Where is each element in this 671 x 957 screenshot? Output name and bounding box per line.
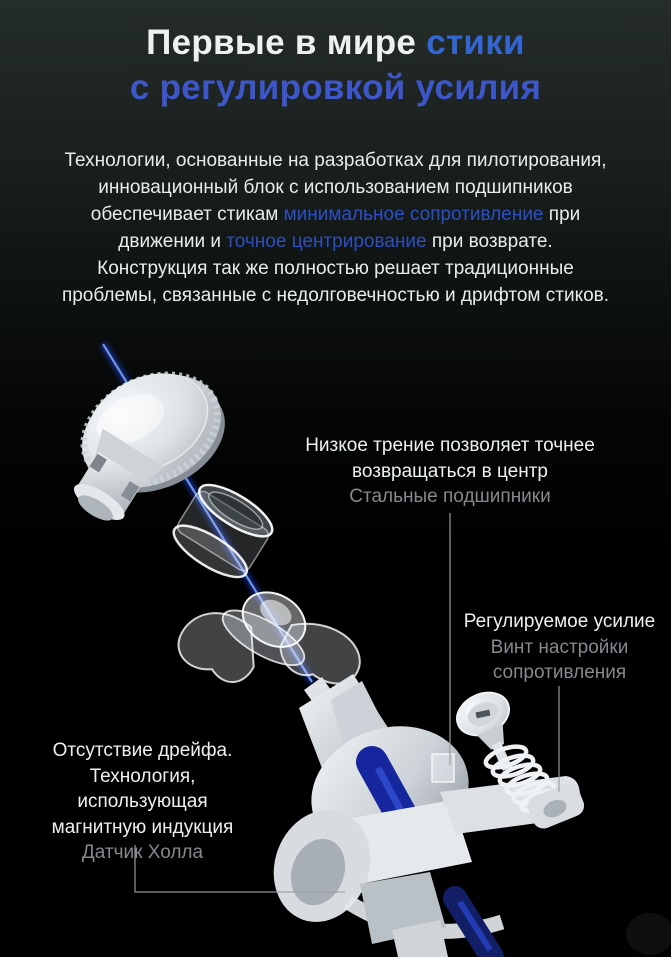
annotation-bearings-line2: возвращаться в центр [352, 460, 548, 482]
annotation-adjustable-sub2: сопротивления [492, 662, 627, 683]
intro-paragraph [0, 147, 671, 309]
title-line1 [0, 20, 671, 65]
title-line1-blue: стики [426, 23, 525, 62]
annotation-adjustable-sub1: Винт настройки [490, 636, 629, 658]
title-line1-white: Первые в мире [146, 23, 417, 62]
annotation-hall-line2: Технология, использующая [77, 765, 208, 812]
intro-line4-post: при возврате. [426, 231, 553, 252]
intro-line3-post: при [543, 204, 581, 225]
bearing-ring [167, 476, 280, 587]
annotation-adjustable-force [452, 609, 667, 686]
intro-line3-highlight: минимальное сопротивление [283, 204, 544, 225]
intro-line4-pre: движении и [118, 231, 227, 252]
annotation-hall-line1: Отсутствие дрейфа. [52, 740, 233, 761]
annotation-adjustable-title: Регулируемое усилие [463, 611, 656, 632]
intro-line3-pre: обеспечивает стикам [90, 204, 284, 225]
intro-line4-highlight: точное центрирование [226, 231, 427, 252]
corner-shadow [626, 913, 671, 955]
annotation-bearings-line1: Низкое трение позволяет точнее [305, 435, 595, 456]
annotation-hall-line3: магнитную индукция [51, 816, 234, 838]
title-line2: с регулировкой усилия [129, 68, 542, 107]
intro-line2: инновационный блок с использованием подшипников [98, 177, 573, 198]
annotation-hall-sensor [25, 738, 260, 866]
page-title [0, 20, 671, 110]
intro-line1: Технологии, основанные на разработках для пилотирования, [64, 150, 607, 171]
annotation-bearings [285, 433, 615, 510]
annotation-bearings-sub: Стальные подшипники [349, 486, 551, 507]
intro-line3 [0, 201, 671, 228]
intro-line4 [0, 228, 671, 255]
intro-line6: проблемы, связанные с недолговечностью и дрифтом стиков. [61, 285, 610, 306]
intro-line5: Конструкция так же полностью решает традиционные [97, 258, 574, 279]
annotation-hall-sub: Датчик Холла [81, 842, 204, 863]
